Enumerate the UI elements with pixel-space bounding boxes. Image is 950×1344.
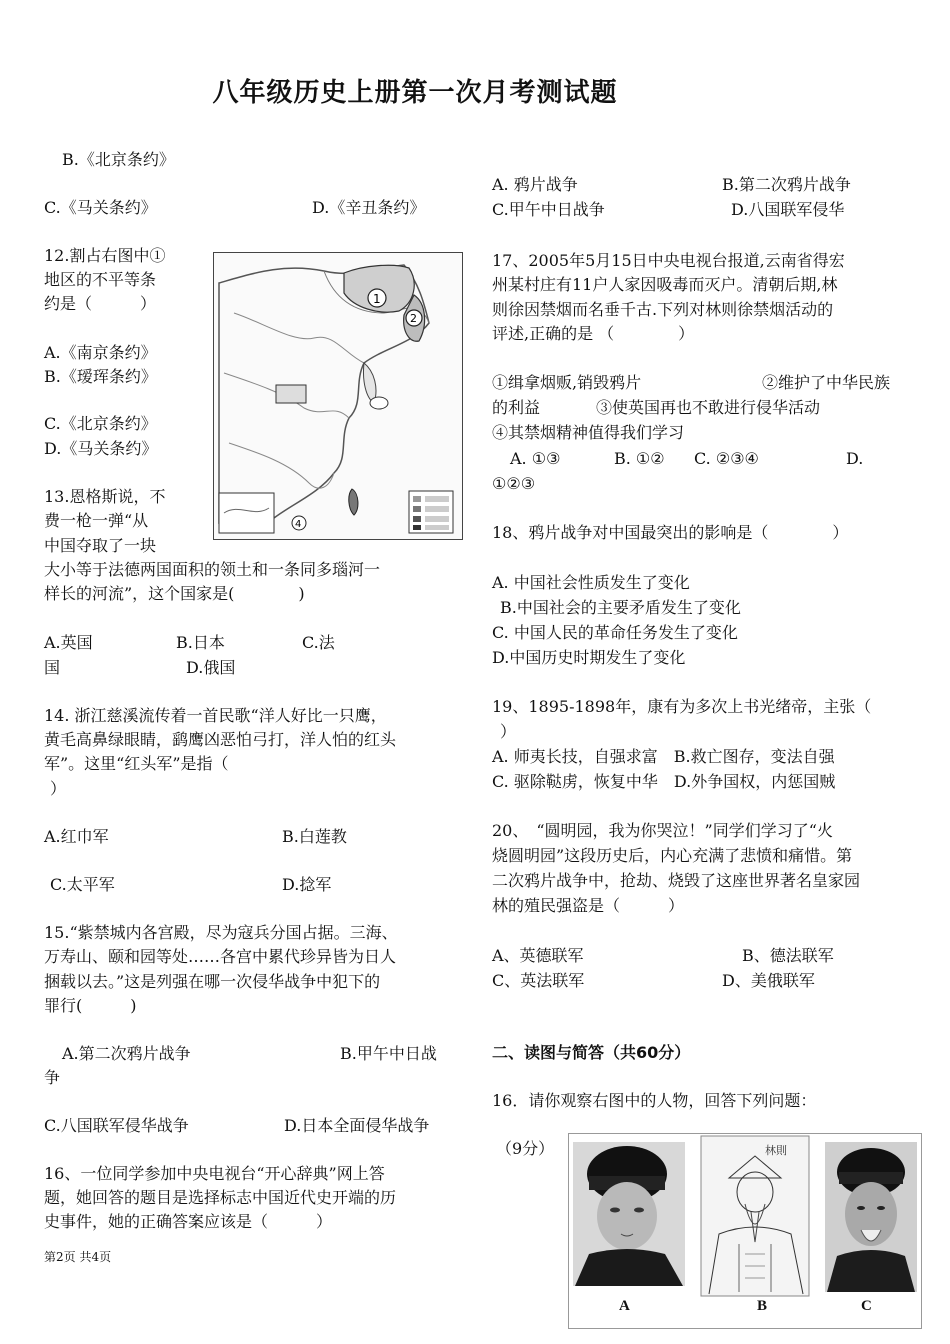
q14-stem-line1: 14. 浙江慈溪流传着一首民歌“洋人好比一只鹰， <box>44 706 387 725</box>
q17-option-b: B. ①② <box>614 449 665 468</box>
q13-stem-line2: 费一枪一弹“从 <box>44 511 149 530</box>
map-drawing <box>214 253 462 539</box>
q14-stem-line2: 黄毛高鼻绿眼睛，鹞鹰凶恶怕弓打，洋人怕的红头 <box>44 730 397 749</box>
q11-option-c: C.《马关条约》 <box>44 198 157 217</box>
q20-stem-line3: 二次鸦片战争中，抢劫、烧毁了这座世界著名皇家园 <box>492 871 861 890</box>
q15-option-c: C.八国联军侵华战争 <box>44 1116 189 1135</box>
q14-option-d: D.捻军 <box>282 875 332 894</box>
q17-option-d-cont: ①②③ <box>492 474 536 493</box>
q12-stem-line3: 约是（ ） <box>44 294 157 313</box>
svg-text:1: 1 <box>373 292 381 306</box>
q13-option-b: B.日本 <box>176 633 225 652</box>
q20-option-a: A、英德联军 <box>492 946 584 965</box>
q16-option-a: A. 鸦片战争 <box>492 175 578 194</box>
portrait-photos-figure <box>568 1133 922 1329</box>
q15-stem-line4: 罪行( ) <box>44 996 137 1015</box>
svg-text:2: 2 <box>410 312 417 325</box>
q19-stem-line1: 19、1895-1898年，康有为多次上书光绪帝，主张（ <box>492 697 872 716</box>
q18-option-d: D.中国历史时期发生了变化 <box>492 648 686 667</box>
q14-option-c: C.太平军 <box>50 875 115 894</box>
q17-statement-1: ①缉拿烟贩,销毁鸦片 <box>492 373 642 392</box>
q13-option-a: A.英国 <box>44 633 93 652</box>
svg-text:4: 4 <box>295 519 302 530</box>
q12-option-c: C.《北京条约》 <box>44 414 157 433</box>
q13-option-d: D.俄国 <box>186 658 236 677</box>
photo-label-b: B <box>757 1298 768 1314</box>
q17-statement-3: ③使英国再也不敢进行侵华活动 <box>596 398 821 417</box>
q19-options-ab: A. 师夷长技，自强求富 B.救亡图存，变法自强 <box>492 747 835 766</box>
q17-stem-line2: 州某村庄有11户人家因吸毒而灭户。清朝后期,林 <box>492 275 838 294</box>
china-map-figure <box>213 252 463 540</box>
q16-option-b: B.第二次鸦片战争 <box>722 175 851 194</box>
q20-option-c: C、英法联军 <box>492 971 585 990</box>
photo-label-a: A <box>619 1298 630 1314</box>
q20-stem-line1: 20、 “圆明园，我为你哭泣！”同学们学习了“火 <box>492 821 833 840</box>
q13-stem-line1: 13.恩格斯说，不 <box>44 487 166 506</box>
q16-stem-line3: 史事件，她的正确答案应该是（ ） <box>44 1212 333 1231</box>
q13-stem-line4: 大小等于法德两国面积的领土和一条同多瑙河一 <box>44 560 381 579</box>
q16-option-c: C.甲午中日战争 <box>492 200 605 219</box>
q18-stem: 18、鸦片战争对中国最突出的影响是（ ） <box>492 523 849 542</box>
q16-score: （9分） <box>496 1139 555 1158</box>
q17-option-a: A. ①③ <box>510 449 561 468</box>
q15-option-b: B.甲午中日战 <box>340 1044 437 1063</box>
q15-stem-line3: 捆载以去。”这是列强在哪一次侵华战争中犯下的 <box>44 972 381 991</box>
q15-option-b-cont: 争 <box>44 1068 61 1087</box>
q17-stem-line3: 则徐因禁烟而名垂千古.下列对林则徐禁烟活动的 <box>492 300 834 319</box>
q19-stem-line2: ） <box>500 722 517 741</box>
q18-option-b: B.中国社会的主要矛盾发生了变化 <box>500 598 741 617</box>
q20-stem-line2: 烧圆明园”这段历史后，内心充满了悲愤和痛惜。第 <box>492 846 853 865</box>
q17-statement-2: ②维护了中华民族 <box>762 373 891 392</box>
q13-option-c-cont: 国 <box>44 658 61 677</box>
q14-option-b: B.白莲教 <box>282 827 347 846</box>
q13-stem-line3: 中国夺取了一块 <box>44 536 157 555</box>
q13-option-c: C.法 <box>302 633 335 652</box>
q18-option-a: A. 中国社会性质发生了变化 <box>492 573 690 592</box>
q15-option-a: A.第二次鸦片战争 <box>62 1044 191 1063</box>
q16-stem-line2: 题，她回答的题目是选择标志中国近代史开端的历 <box>44 1188 397 1207</box>
q17-statement-4: ④其禁烟精神值得我们学习 <box>492 423 685 442</box>
q18-option-c: C. 中国人民的革命任务发生了变化 <box>492 623 738 642</box>
q11-option-b: B.《北京条约》 <box>62 150 175 169</box>
q15-stem-line2: 万寿山、颐和园等处……各宫中累代珍异皆为日人 <box>44 947 397 966</box>
q20-option-b: B、德法联军 <box>742 946 834 965</box>
q14-option-a: A.红巾军 <box>44 827 109 846</box>
q14-stem-line3: 军”。这里“红头军”是指（ <box>44 754 229 773</box>
q15-option-d: D.日本全面侵华战争 <box>284 1116 430 1135</box>
section-2-heading: 二、读图与简答（共60分） <box>492 1043 691 1062</box>
q17-option-c: C. ②③④ <box>694 449 759 468</box>
q12-option-b: B.《瑷珲条约》 <box>44 367 157 386</box>
q20-stem-line4: 林的殖民强盗是（ ） <box>492 896 685 915</box>
q16-stem-line1: 16、一位同学参加中央电视台“开心辞典”网上答 <box>44 1164 385 1183</box>
q11-option-d: D.《辛丑条约》 <box>312 198 426 217</box>
q16-short-answer-stem: 16．请你观察右图中的人物，回答下列问题： <box>492 1091 817 1110</box>
q12-stem-line1: 12.割占右图中① <box>44 246 166 265</box>
q17-option-d: D. <box>846 449 864 468</box>
q12-option-a: A.《南京条约》 <box>44 343 157 362</box>
q17-stem-line1: 17、2005年5月15日中央电视台报道,云南省得宏 <box>492 251 845 270</box>
q12-stem-line2: 地区的不平等条 <box>44 270 157 289</box>
q12-option-d: D.《马关条约》 <box>44 439 158 458</box>
page-title: 八年级历史上册第一次月考测试题 <box>212 78 618 108</box>
q14-stem-line4: ） <box>50 779 67 798</box>
q15-stem-line1: 15.“紫禁城内各宫殿，尽为寇兵分国占据。三海、 <box>44 923 398 942</box>
photo-label-c: C <box>861 1298 872 1314</box>
q20-option-d: D、美俄联军 <box>722 971 815 990</box>
q16-option-d: D.八国联军侵华 <box>731 200 845 219</box>
q13-stem-line5: 样长的河流”，这个国家是( ) <box>44 584 305 603</box>
q19-options-cd: C. 驱除鞑虏，恢复中华 D.外争国权，内惩国贼 <box>492 772 836 791</box>
svg-text:林則: 林則 <box>765 1144 787 1157</box>
q17-stem-line4: 评述,正确的是 （ ） <box>492 324 695 343</box>
page-footer: 第2页 共4页 <box>44 1250 112 1264</box>
q17-statement-2-cont: 的利益 <box>492 398 541 417</box>
